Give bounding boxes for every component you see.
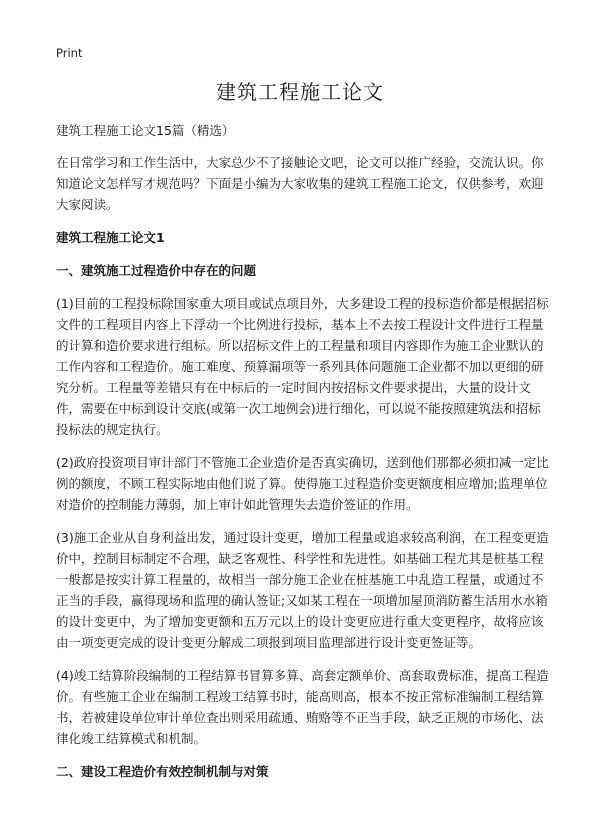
print-link[interactable]: Print bbox=[56, 46, 83, 60]
intro-paragraph: 在日常学习和工作生活中，大家总少不了接触论文吧，论文可以推广经验，交流认识。你知道论文怎样写才规范吗？下面是小编为大家收集的建筑工程施工论文，仅供参考，欢迎大家阅读。 bbox=[56, 155, 544, 212]
page-title: 建筑工程施工论文 bbox=[216, 80, 384, 104]
article-body bbox=[56, 120, 552, 794]
article-subtitle: 建筑工程施工论文15篇（精选） bbox=[56, 123, 235, 138]
body-paragraph-4: (4)竣工结算阶段编制的工程结算书冒算多算、高套定额单价、高套取费标准，提高工程造价。有些施工企业在编制工程竣工结算书时，能高则高，根本不按正常标准编制工程结算书，若被建设单位审计单位查出则采用疏通、贿赂等不正当手段，缺乏正规的市场化、法律化竣工结算模式和机制。 bbox=[56, 668, 549, 746]
body-paragraph-3: (3)施工企业从自身利益出发，通过设计变更，增加工程量或追求较高利润，在工程变更造价中，控制目标制定不合理，缺乏客观性、科学性和先进性。如基础工程尤其是桩基工程一般都是按实计算工程量的，故相当一部分施工企业在桩基施工中乱造工程量，或通过不正当的手段，赢得现场和监理的确认签证;又如某工程在一项增加屋顶消防蓄生活用水水箱的设计变更中，为了增加变更额和五万元以上的设计变更应进行重大变更程序，故将应该由一项变更完成的设计变更分解成二项报到项目监理部进行设计变更签证等。 bbox=[56, 530, 549, 650]
section-heading-1: 建筑工程施工论文1 bbox=[56, 230, 165, 245]
subsection-heading-1: 一、建筑施工过程造价中存在的问题 bbox=[56, 263, 257, 278]
body-paragraph-2: (2)政府投资项目审计部门不管施工企业造价是否真实确切，送到他们那都必须扣减一定比例的额度，不顾工程实际地由他们说了算。使得施工过程造价变更额度相应增加;监理单位对造价的控制能力薄弱，加上审计如此管理失去造价签证的作用。 bbox=[56, 455, 549, 512]
subsection-heading-2: 二、建设工程造价有效控制机制与对策 bbox=[56, 764, 269, 779]
body-paragraph-1: (1)目前的工程投标除国家重大项目或试点项目外，大多建设工程的投标造价都是根据招标文件的工程项目内容上下浮动一个比例进行投标，基本上不去按工程设计文件进行工程量的计算和造价要求进行组标。所以招标文件上的工程量和项目内容即作为施工企业默认的工作内容和工程造价。施工难度、预算漏项等一系列具体问题施工企业都不加以更细的研究分析。工程量等差错只有在中标后的一定时间内按招标文件要求提出，大量的设计文件，需要在中标到设计交底(或第一次工地例会)进行细化，可以说不能按照建筑法和招标投标法的规定执行。 bbox=[56, 296, 549, 437]
